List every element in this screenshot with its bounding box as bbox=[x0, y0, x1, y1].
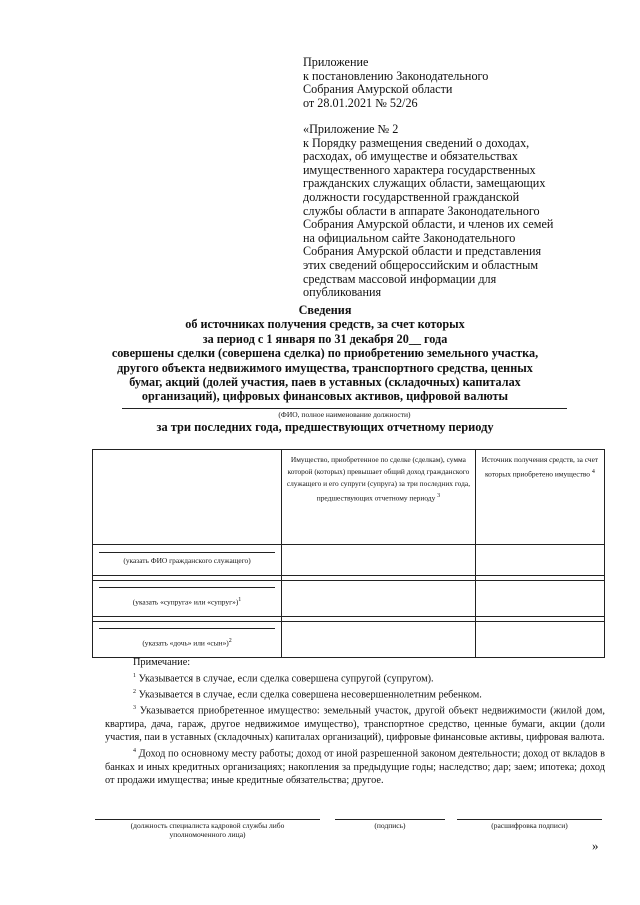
table-cell[interactable] bbox=[93, 581, 282, 617]
footnote-mark: 2 bbox=[133, 688, 136, 695]
position-caption: (должность специалиста кадровой службы либо уполномоченного лица) bbox=[130, 821, 285, 839]
footnote-mark: 1 bbox=[133, 672, 136, 679]
table-cell[interactable] bbox=[475, 545, 604, 576]
table-row bbox=[93, 545, 605, 576]
appendix-line: от 28.01.2021 № 52/26 bbox=[303, 95, 418, 110]
row-label: (указать «супруга» или «супруг») bbox=[132, 597, 239, 607]
table-header-cell-property bbox=[282, 450, 476, 545]
table-cell[interactable] bbox=[282, 581, 476, 617]
appendix-block-line: должности государственной гражданской bbox=[303, 189, 520, 204]
table-cell[interactable] bbox=[282, 622, 476, 658]
footnote-mark: 2 bbox=[228, 638, 232, 644]
appendix-block-line: этих сведений общероссийским и областным bbox=[303, 257, 539, 272]
appendix-block-line: службы области в аппарате Законодательного bbox=[303, 203, 540, 218]
table-header-row bbox=[93, 450, 605, 545]
signature-line bbox=[335, 819, 445, 820]
notes-section bbox=[105, 656, 605, 788]
footnote-mark: 3 bbox=[133, 704, 136, 711]
note-item: $^3$ Указывается приобретенное имущество: земельный участок, другой объект недвижимости (жилой дом, квартира, дача, гараж, другое недвижимое имущество), транспортное средство, ценные бумаги, акции (доли участия, паи в уставных (складочных) капиталах организаций), цифровые финансовые активы, цифровая валюта. bbox=[105, 704, 605, 744]
appendix-line: Собрания Амурской области bbox=[303, 82, 453, 97]
fio-caption: (ФИО, полное наименование должности) bbox=[278, 410, 411, 419]
footnote-mark: 4 bbox=[133, 747, 136, 754]
notes-heading: Примечание: bbox=[133, 657, 191, 668]
title-line: организаций), цифровых финансовых активов, цифровой валюты bbox=[141, 389, 509, 404]
footnote-mark: 1 bbox=[238, 597, 242, 603]
appendix-block-line: «Приложение № 2 bbox=[303, 122, 399, 136]
note-item: $^1$ Указывается в случае, если сделка совершена супругой (супругом). bbox=[133, 672, 434, 685]
table-cell[interactable] bbox=[93, 545, 282, 576]
appendix-block-line: имущественного характера государственных bbox=[303, 162, 536, 177]
sources-table bbox=[92, 449, 605, 658]
appendix-block-line: средствам массовой информации для bbox=[303, 271, 497, 286]
fill-line bbox=[99, 587, 275, 588]
title-line: Сведения bbox=[298, 303, 352, 317]
decoding-line bbox=[457, 819, 602, 820]
table-cell[interactable] bbox=[475, 581, 604, 617]
appendix-line: к постановлению Законодательного bbox=[303, 68, 489, 83]
appendix-block bbox=[303, 123, 603, 300]
table-row bbox=[93, 581, 605, 617]
footnote-mark: 3 bbox=[437, 493, 441, 499]
appendix-block-line: расходах, об имуществе и обязательствах bbox=[303, 149, 518, 164]
title-line: другого объекта недвижимого имущества, транспортного средства, ценных bbox=[117, 360, 533, 375]
fio-fill-line bbox=[122, 408, 567, 409]
fill-line bbox=[99, 552, 275, 553]
note-item: $^2$ Указывается в случае, если сделка совершена несовершеннолетним ребенком. bbox=[133, 688, 482, 701]
table-header-cell-empty bbox=[93, 450, 282, 545]
title-line: об источниках получения средств, за счет которых bbox=[185, 317, 465, 332]
appendix-block-line: на официальном сайте Законодательного bbox=[303, 230, 516, 245]
table-cell[interactable] bbox=[475, 622, 604, 658]
property-header: Имущество, приобретенное по сделке (сделкам), сумма которой (которых) превышает общий доход гражданского служащего и его супруги (супруга) за три последних года, предшествующих отчетному периоду bbox=[286, 455, 471, 503]
row-label: (указать «дочь» или «сын») bbox=[142, 638, 229, 648]
appendix-header bbox=[303, 56, 603, 110]
appendix-line: Приложение bbox=[303, 55, 369, 69]
title-line: бумаг, акций (долей участия, паев в уставных (складочных) капиталах bbox=[129, 375, 521, 390]
appendix-block-line: опубликования bbox=[303, 285, 382, 300]
note-item: $^4$ Доход по основному месту работы; доход от иной разрешенной законом деятельности; доход от вкладов в банках и иных кредитных организациях; накопления за предыдущие годы; наследство; дар; заем; ипотека; доход от продажи имущества; иные кредитные обязательства; другое. bbox=[105, 747, 605, 787]
table-cell[interactable] bbox=[93, 622, 282, 658]
closing-quote: » bbox=[592, 838, 599, 853]
source-header: Источник получения средств, за счет которых приобретено имущество bbox=[481, 455, 599, 479]
signature-caption: (подпись) bbox=[374, 821, 406, 830]
title-line: за период с 1 января по 31 декабря 20__ года bbox=[202, 331, 448, 346]
table-header-cell-source bbox=[475, 450, 604, 545]
appendix-block-line: гражданских служащих области, замещающих bbox=[303, 176, 546, 191]
document-title bbox=[60, 303, 590, 404]
row-label: (указать ФИО гражданского служащего) bbox=[123, 556, 251, 565]
title-line: совершены сделки (совершена сделка) по приобретению земельного участка, bbox=[111, 346, 539, 361]
footnote-mark: 4 bbox=[591, 469, 595, 475]
table-row bbox=[93, 622, 605, 658]
position-signature-line bbox=[95, 819, 320, 820]
appendix-block-line: Собрания Амурской области и представления bbox=[303, 244, 542, 259]
decoding-caption: (расшифровка подписи) bbox=[491, 821, 568, 830]
period-line: за три последних года, предшествующих отчетному периоду bbox=[156, 420, 494, 434]
appendix-block-line: Собрания Амурской области, и членов их семей bbox=[303, 217, 554, 232]
fill-line bbox=[99, 628, 275, 629]
appendix-block-line: к Порядку размещения сведений о доходах, bbox=[303, 135, 530, 150]
table-cell[interactable] bbox=[282, 545, 476, 576]
